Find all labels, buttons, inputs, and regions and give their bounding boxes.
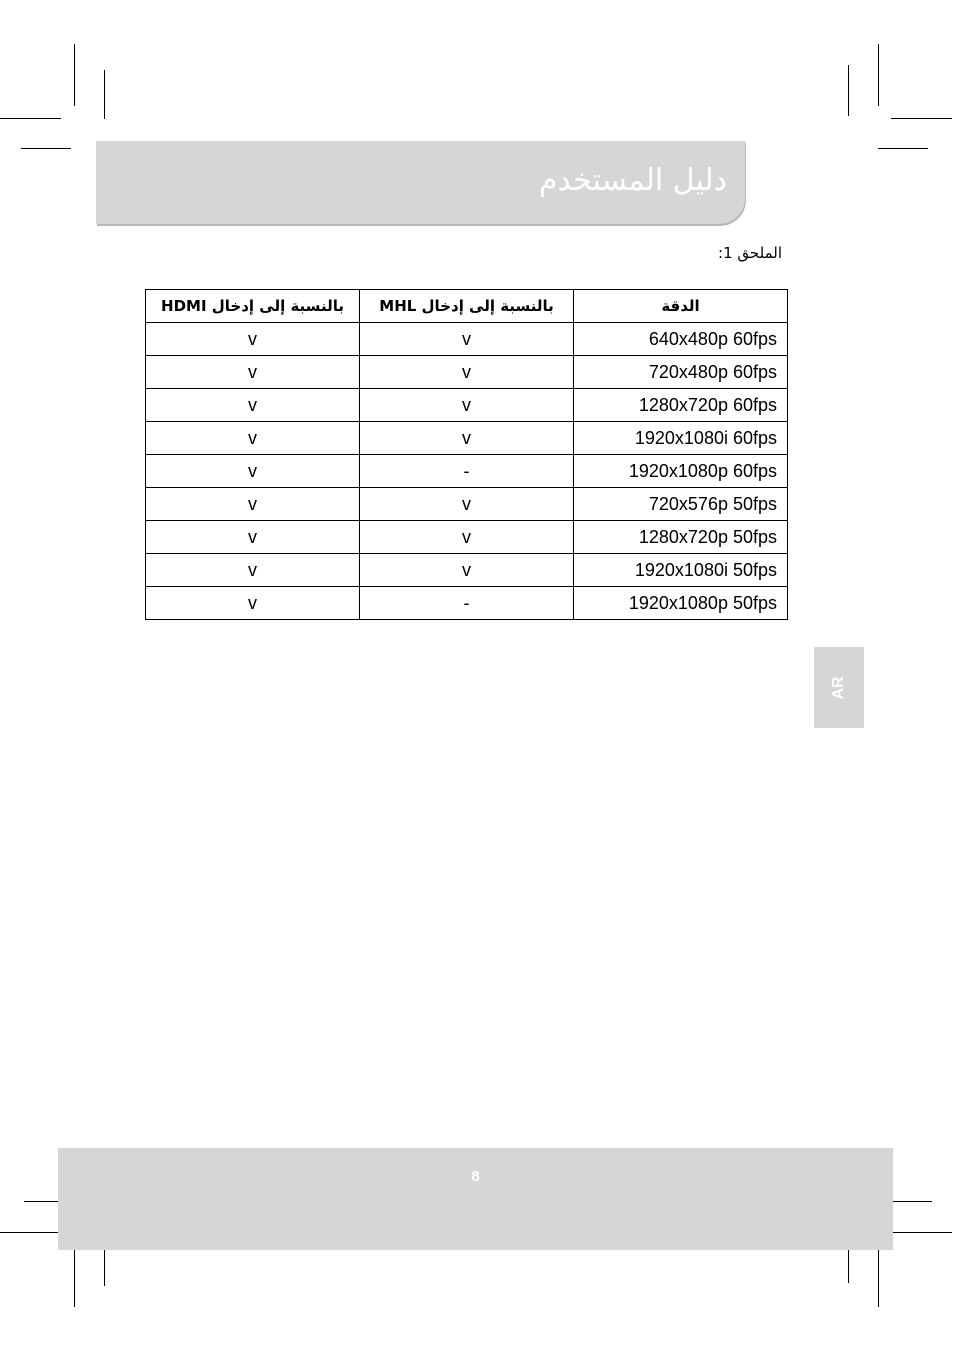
cell-hdmi: v bbox=[146, 323, 360, 356]
cell-resolution: 640x480p 60fps bbox=[574, 323, 788, 356]
table-row bbox=[146, 587, 788, 620]
crop-mark bbox=[0, 118, 61, 119]
table-row bbox=[146, 422, 788, 455]
resolution-table bbox=[145, 289, 788, 620]
cell-hdmi: v bbox=[146, 389, 360, 422]
cell-mhl: v bbox=[360, 356, 574, 389]
cell-mhl: v bbox=[360, 521, 574, 554]
table-row bbox=[146, 554, 788, 587]
page-title: دليل المستخدم bbox=[538, 163, 727, 198]
cell-hdmi: v bbox=[146, 356, 360, 389]
cell-mhl: v bbox=[360, 422, 574, 455]
header-resolution: الدقة bbox=[574, 290, 788, 323]
crop-mark bbox=[21, 148, 71, 149]
table-row bbox=[146, 521, 788, 554]
appendix-label: الملحق 1: bbox=[718, 244, 782, 262]
header-hdmi: بالنسبة إلى إدخال HDMI bbox=[146, 290, 360, 323]
language-tab-label: AR bbox=[830, 675, 847, 700]
crop-mark bbox=[891, 118, 952, 119]
cell-hdmi: v bbox=[146, 521, 360, 554]
cell-resolution: 1280x720p 50fps bbox=[574, 521, 788, 554]
cell-hdmi: v bbox=[146, 554, 360, 587]
crop-mark bbox=[74, 1246, 75, 1307]
cell-resolution: 1280x720p 60fps bbox=[574, 389, 788, 422]
page-number: 8 bbox=[471, 1168, 480, 1185]
cell-resolution: 1920x1080p 60fps bbox=[574, 455, 788, 488]
crop-mark bbox=[891, 1232, 952, 1233]
cell-mhl: - bbox=[360, 455, 574, 488]
cell-resolution: 1920x1080i 60fps bbox=[574, 422, 788, 455]
crop-mark bbox=[878, 148, 928, 149]
cell-resolution: 1920x1080i 50fps bbox=[574, 554, 788, 587]
footer-band bbox=[58, 1148, 893, 1250]
cell-hdmi: v bbox=[146, 422, 360, 455]
crop-mark bbox=[878, 44, 879, 106]
crop-mark bbox=[848, 65, 849, 116]
cell-resolution: 1920x1080p 50fps bbox=[574, 587, 788, 620]
crop-mark bbox=[104, 70, 105, 119]
cell-resolution: 720x480p 60fps bbox=[574, 356, 788, 389]
table-row bbox=[146, 389, 788, 422]
crop-mark bbox=[0, 1232, 61, 1233]
cell-hdmi: v bbox=[146, 587, 360, 620]
cell-mhl: - bbox=[360, 587, 574, 620]
cell-hdmi: v bbox=[146, 488, 360, 521]
crop-mark bbox=[74, 44, 75, 106]
cell-mhl: v bbox=[360, 488, 574, 521]
crop-mark bbox=[878, 1246, 879, 1307]
header-mhl: بالنسبة إلى إدخال MHL bbox=[360, 290, 574, 323]
table-row bbox=[146, 323, 788, 356]
header-band bbox=[96, 141, 745, 224]
table-row bbox=[146, 455, 788, 488]
cell-mhl: v bbox=[360, 323, 574, 356]
cell-hdmi: v bbox=[146, 455, 360, 488]
table-header-row bbox=[146, 290, 788, 323]
cell-mhl: v bbox=[360, 554, 574, 587]
cell-resolution: 720x576p 50fps bbox=[574, 488, 788, 521]
table-row bbox=[146, 356, 788, 389]
language-tab bbox=[814, 647, 864, 728]
cell-mhl: v bbox=[360, 389, 574, 422]
table-row bbox=[146, 488, 788, 521]
